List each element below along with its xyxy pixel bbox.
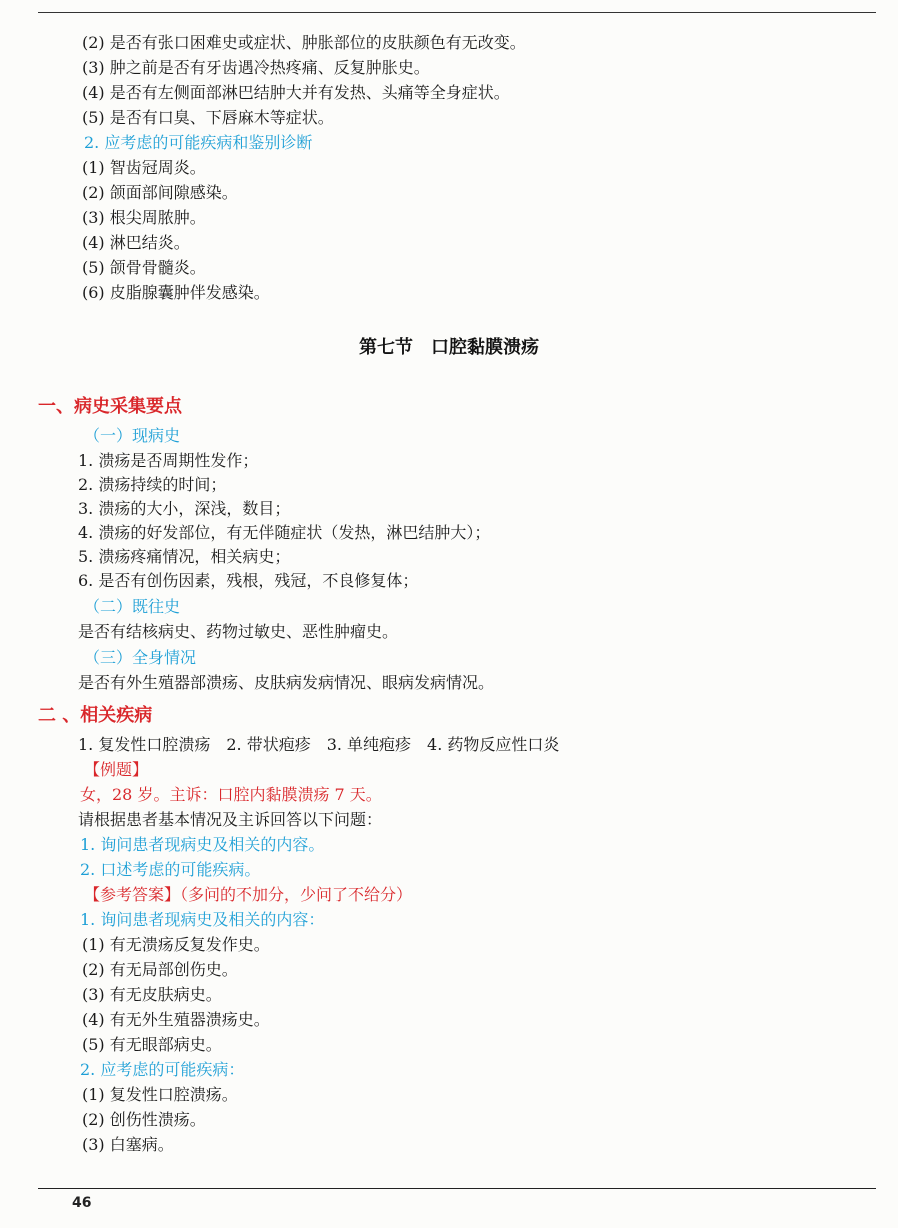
history-list-item: 6. 是否有创伤因素，残根，残冠，不良修复体； <box>78 571 419 590</box>
history-list-item: 3. 溃疡的大小，深浅，数目； <box>78 499 291 518</box>
related-diseases-text: 1. 复发性口腔溃疡 2. 带状疱疹 3. 单纯疱疹 4. 药物反应性口炎 <box>78 735 560 754</box>
answer-2-item: (1) 复发性口腔溃疡。 <box>82 1085 238 1104</box>
top-list-item: (2) 是否有张口困难史或症状、肿胀部位的皮肤颜色有无改变。 <box>82 33 526 52</box>
answer-label: 【参考答案】（多问的不加分，少问了不给分） <box>84 885 413 904</box>
history-list-item: 1. 溃疡是否周期性发作； <box>78 451 259 470</box>
heading-history-points: 一、病史采集要点 <box>38 396 182 417</box>
question-2: 2. 口述考虑的可能疾病。 <box>80 860 261 879</box>
diff-list-item: (2) 颌面部间隙感染。 <box>82 183 238 202</box>
subheading-present-illness: （一）现病史 <box>84 426 181 445</box>
subheading-past-history: （二）既往史 <box>84 597 181 616</box>
example-text: 女，28 岁。主诉：口腔内黏膜溃疡 7 天。 <box>80 785 382 804</box>
page-number: 46 <box>72 1195 92 1211</box>
section-title: 第七节 口腔黏膜溃疡 <box>359 337 539 358</box>
subheading-general-condition: （三）全身情况 <box>84 648 197 667</box>
answer-2-item: (3) 白塞病。 <box>82 1135 174 1154</box>
history-list-item: 2. 溃疡持续的时间； <box>78 475 227 494</box>
top-list-item: (5) 是否有口臭、下唇麻木等症状。 <box>82 108 334 127</box>
diff-diagnosis-title: 2. 应考虑的可能疾病和鉴别诊断 <box>84 133 313 152</box>
history-list-item: 4. 溃疡的好发部位，有无伴随症状（发热，淋巴结肿大）； <box>78 523 491 542</box>
diff-list-item: (5) 颌骨骨髓炎。 <box>82 258 206 277</box>
answer-1-title: 1. 询问患者现病史及相关的内容： <box>80 910 325 929</box>
diff-list-item: (6) 皮脂腺囊肿伴发感染。 <box>82 283 270 302</box>
general-condition-text: 是否有外生殖器部溃疡、皮肤病发病情况、眼病发病情况。 <box>78 673 495 692</box>
top-rule <box>38 12 876 13</box>
answer-2-title: 2. 应考虑的可能疾病： <box>80 1060 245 1079</box>
past-history-text: 是否有结核病史、药物过敏史、恶性肿瘤史。 <box>78 622 399 641</box>
answer-1-item: (4) 有无外生殖器溃疡史。 <box>82 1010 270 1029</box>
example-label: 【例题】 <box>84 760 149 779</box>
diff-list-item: (1) 智齿冠周炎。 <box>82 158 206 177</box>
heading-related-diseases: 二 、相关疾病 <box>38 705 153 726</box>
answer-2-item: (2) 创伤性溃疡。 <box>82 1110 206 1129</box>
question-1: 1. 询问患者现病史及相关的内容。 <box>80 835 325 854</box>
history-list-item: 5. 溃疡疼痛情况，相关病史； <box>78 547 291 566</box>
top-list-item: (3) 肿之前是否有牙齿遇冷热疼痛、反复肿胀史。 <box>82 58 430 77</box>
diff-list-item: (4) 淋巴结炎。 <box>82 233 190 252</box>
answer-1-item: (1) 有无溃疡反复发作史。 <box>82 935 270 954</box>
top-list-item: (4) 是否有左侧面部淋巴结肿大并有发热、头痛等全身症状。 <box>82 83 510 102</box>
diff-list-item: (3) 根尖周脓肿。 <box>82 208 206 227</box>
question-intro: 请根据患者基本情况及主诉回答以下问题： <box>78 810 383 829</box>
answer-1-item: (3) 有无皮肤病史。 <box>82 985 222 1004</box>
answer-1-item: (2) 有无局部创伤史。 <box>82 960 238 979</box>
bottom-rule <box>38 1188 876 1189</box>
answer-1-item: (5) 有无眼部病史。 <box>82 1035 222 1054</box>
